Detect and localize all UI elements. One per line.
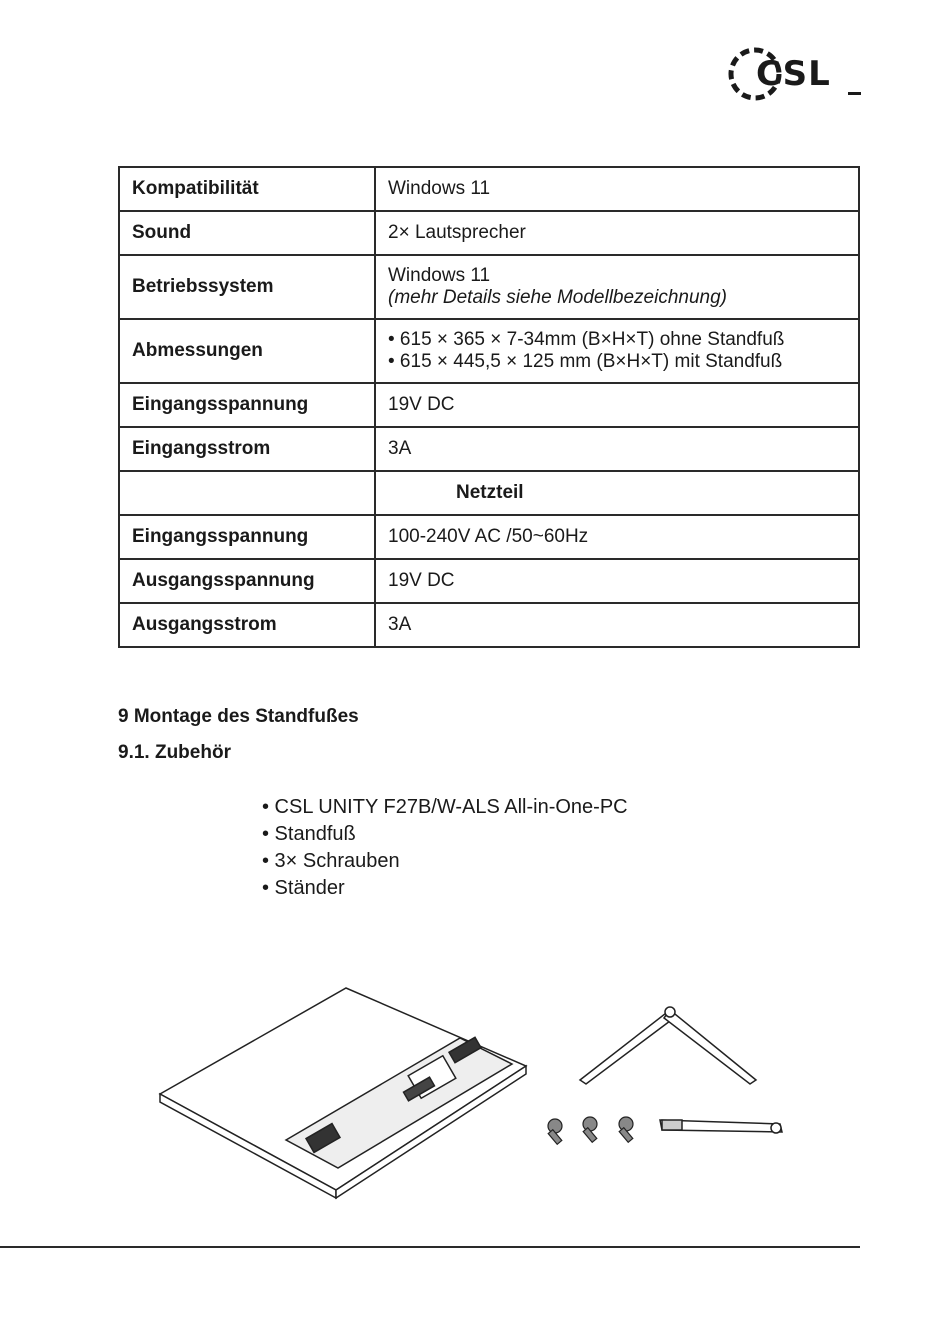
spec-value: 19V DC: [375, 559, 859, 603]
list-item: • Standfuß: [262, 823, 356, 845]
stand-foot-icon: [580, 1007, 756, 1084]
spec-value: 3A: [375, 603, 859, 647]
spec-label: Sound: [119, 211, 375, 255]
spec-value: 2× Lautsprecher: [375, 211, 859, 255]
monitor-back-icon: [160, 988, 526, 1198]
table-row: [119, 255, 859, 319]
spec-value: Windows 11: [375, 167, 859, 211]
list-item: • CSL UNITY F27B/W-ALS All-in-One-PC: [262, 796, 628, 818]
spec-label: [119, 471, 375, 515]
table-row: [119, 603, 859, 647]
table-row: [119, 167, 859, 211]
spec-label: Eingangsstrom: [119, 427, 375, 471]
spec-label: Eingangsspannung: [119, 515, 375, 559]
spec-value: 100-240V AC /50~60Hz: [375, 515, 859, 559]
spec-label: Betriebssystem: [119, 255, 375, 319]
table-row: [119, 559, 859, 603]
spec-table: [118, 166, 860, 648]
spec-value-note: (mehr Details siehe Modellbezeichnung): [388, 287, 728, 308]
table-row: [119, 383, 859, 427]
footer-rule: [0, 1246, 860, 1248]
spec-value: 19V DC: [375, 383, 859, 427]
spec-label: Abmessungen: [119, 319, 375, 383]
spec-label: Ausgangsspannung: [119, 559, 375, 603]
list-item: • Ständer: [262, 877, 345, 899]
screw-icon: [548, 1117, 633, 1144]
table-row: [119, 471, 859, 515]
table-row: [119, 211, 859, 255]
spec-value: 3A: [375, 427, 859, 471]
spec-value-note: • 615 × 445,5 × 125 mm (B×H×T) mit Standfuß: [388, 351, 783, 372]
table-row: [119, 515, 859, 559]
spec-value: Windows 11: [388, 265, 491, 286]
spec-label: Kompatibilität: [119, 167, 375, 211]
spec-label: Ausgangsstrom: [119, 603, 375, 647]
section-title: 9 Montage des Standfußes: [118, 706, 359, 727]
accessories-illustration: [150, 980, 810, 1200]
table-row: [119, 427, 859, 471]
spec-value: • 615 × 365 × 7-34mm (B×H×T) ohne Standfuß: [388, 329, 785, 350]
list-item: • 3× Schrauben: [262, 850, 400, 872]
spec-value-cell: [375, 319, 859, 383]
stand-arm-icon: [660, 1120, 782, 1133]
spec-label: Eingangsspannung: [119, 383, 375, 427]
table-row: [119, 319, 859, 383]
section-subtitle: 9.1. Zubehör: [118, 742, 231, 763]
accessories-list: [262, 794, 628, 902]
logo-text: CSL: [756, 54, 831, 94]
spec-group-header: Netzteil: [375, 471, 859, 515]
spec-value-cell: [375, 255, 859, 319]
